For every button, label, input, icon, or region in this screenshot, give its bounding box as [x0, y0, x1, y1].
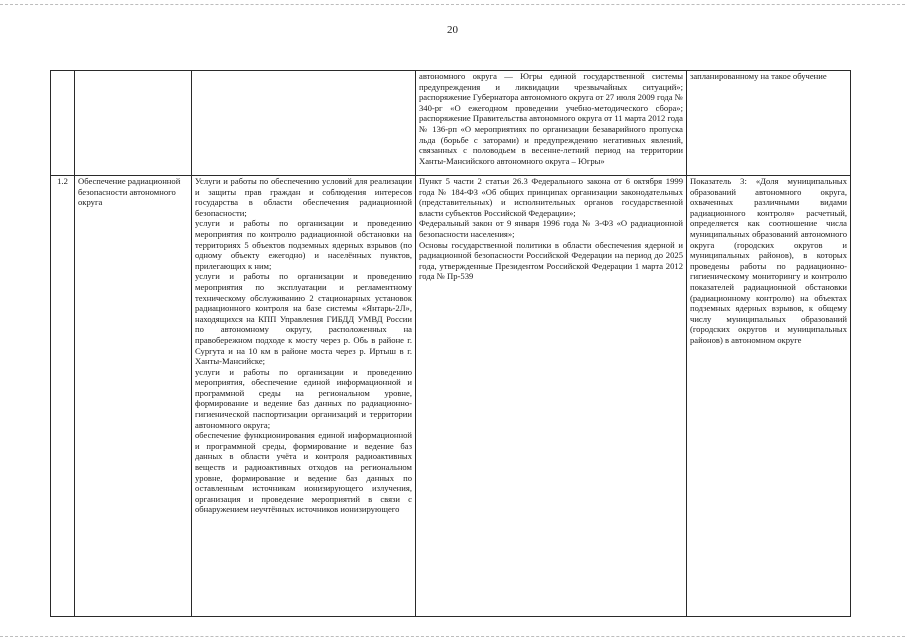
cell-number [51, 71, 75, 176]
services-paragraph: услуги и работы по организации и проведению мероприятия по эксплуатации и регламентному техническому обслуживанию 2 стационарных установок радиационного контроля на базе системы «Янтарь-2Л», находящихся на КПП Управления ГИБДД УМВД России по автономному округу, расположенных на правобережном подходе к мосту через р. Обь в районе г. Сургута и на 10 км в районе моста через р. Иртыш в г. Ханты-Мансийске; [195, 271, 412, 367]
services-paragraph: услуги и работы по организации и проведению мероприятия по контролю радиационной обстановки на территориях 5 объектов подземных ядерных взрывов (по одному объекту ежегодно) и населённых пунктов, прилегающих к ним; [195, 218, 412, 271]
cell-name [75, 71, 192, 176]
scan-bottom-edge [0, 636, 905, 637]
legal-paragraph: Основы государственной политики в области обеспечения ядерной и радиационной безопасности Российской Федерации на период до 2025 года, утвержденные Президентом Российской Федерации 1 марта 2012 года № Пр-539 [419, 239, 683, 282]
cell-number: 1.2 [51, 176, 75, 617]
legal-paragraph: Пункт 5 части 2 статьи 26.3 Федерального закона от 6 октября 1999 года № 184-ФЗ «Об общих принципах организации законодательных (представительных) и исполнительных органов государственной власти субъектов Российской Федерации»; [419, 176, 683, 218]
document-table [50, 70, 851, 617]
scan-top-edge [0, 4, 905, 5]
cell-name: Обеспечение радиационной безопасности автономного округа [75, 176, 192, 617]
page-number: 20 [447, 24, 458, 36]
services-paragraph: Услуги и работы по обеспечению условий для реализации и защиты прав граждан и соблюдения интересов государства в области обеспечения радиационной безопасности; [195, 176, 412, 218]
cell-legal-basis [416, 176, 687, 617]
cell-services [192, 71, 416, 176]
cell-indicator: запланированному на такое обучение [687, 71, 851, 176]
cell-services [192, 176, 416, 617]
services-paragraph: услуги и работы по организации и проведению мероприятия, обеспечение единой информационной и программной среды на региональном уровне, формирование и ведение баз данных по радиационно-гигиенической паспортизации организаций и территории автономного округа; [195, 366, 412, 430]
legal-paragraph: Федеральный закон от 9 января 1996 года № 3-ФЗ «О радиационной безопасности населения»; [419, 218, 683, 239]
table-row-continuation [51, 71, 851, 176]
cell-legal-basis: автономного округа — Югры единой государственной системы предупреждения и ликвидации чрезвычайных ситуаций»; распоряжение Губернатора автономного округа от 27 июля 2009 года № 340-рг «О ежегодном проведении учебно-методического сбора»; распоряжение Правительства автономного округа от 11 марта 2012 года № 136-рп «О мероприятиях по организации безаварийного пропуска льда (борьбе с заторами) и предупреждению негативных явлений, связанных с половодьем в весенне-летний период на территории Ханты-Мансийского автономного округа – Югры» [416, 71, 687, 176]
table-row-1-2 [51, 176, 851, 617]
cell-indicator: Показатель 3: «Доля муниципальных образований автономного округа, охваченных различными видами радиационного контроля» расчетный, определяется как соотношение числа муниципальных образований автономного округа (городских округов и муниципальных районов), в которых проведены работы по радиационно-гигиеническому мониторингу и контролю показателей радиационной обстановки (радиационному контролю) на объектах подземных ядерных взрывов, к общему числу муниципальных образований (городских округов и муниципальных районов) в автономном округе [687, 176, 851, 617]
services-paragraph: обеспечение функционирования единой информационной и программной среды, формирование и ведение баз данных в области учёта и контроля радиоактивных веществ и радиоактивных отходов на региональном уровне, формирование и ведение баз данных по оставленным источникам ионизирующего излучения, организация и проведение мероприятий в связи с обнаружением неучтённых источников ионизирующего [195, 430, 412, 515]
